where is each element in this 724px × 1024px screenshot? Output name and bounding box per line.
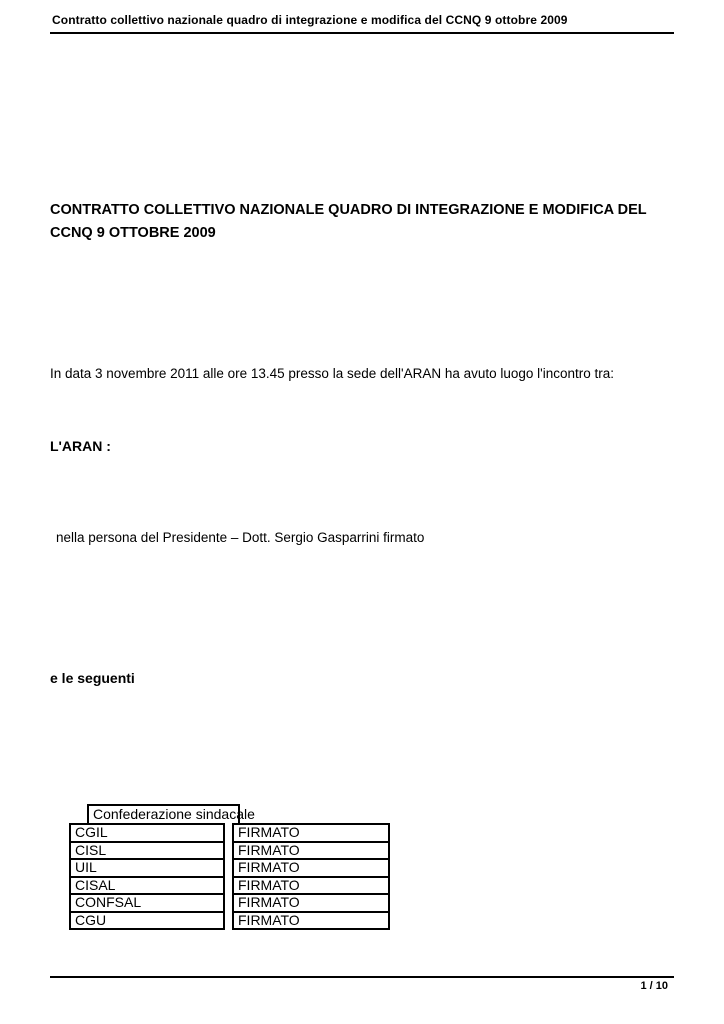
signature-status-cell: FIRMATO xyxy=(234,878,388,896)
signature-status-cell: FIRMATO xyxy=(234,860,388,878)
union-name-cell: CISL xyxy=(71,843,223,861)
intro-paragraph: In data 3 novembre 2011 alle ore 13.45 presso la sede dell'ARAN ha avuto luogo l'incontro tra: xyxy=(50,366,615,381)
signatures-table-union-column xyxy=(69,823,225,930)
signature-status-cell: FIRMATO xyxy=(234,825,388,843)
header-rule xyxy=(50,32,674,34)
signatures-table-status-column xyxy=(232,823,390,930)
aran-heading: L'ARAN : xyxy=(50,438,111,454)
union-name-cell: CGU xyxy=(75,912,107,928)
document-title xyxy=(50,199,647,245)
union-name-cell: CISAL xyxy=(71,878,223,896)
footer-rule xyxy=(50,976,674,978)
running-header: Contratto collettivo nazionale quadro di integrazione e modifica del CCNQ 9 ottobre 2009 xyxy=(52,13,568,27)
signature-status-cell: FIRMATO xyxy=(238,912,300,928)
unions-intro-line: e le seguenti xyxy=(50,670,135,686)
signature-status-cell: FIRMATO xyxy=(234,895,388,913)
document-title-line1: CONTRATTO COLLETTIVO NAZIONALE QUADRO DI INTEGRAZIONE E MODIFICA DEL xyxy=(50,202,647,218)
signature-status-cell: FIRMATO xyxy=(234,843,388,861)
union-name-cell: CGIL xyxy=(71,825,223,843)
aran-person-line: nella persona del Presidente – Dott. Sergio Gasparrini firmato xyxy=(56,530,425,545)
page-number: 1 / 10 xyxy=(640,980,668,992)
document-title-line2: CCNQ 9 OTTOBRE 2009 xyxy=(50,225,216,241)
union-name-cell: UIL xyxy=(71,860,223,878)
signatures-table-header-cell: Confederazione sindacale xyxy=(87,804,240,823)
union-name-cell: CONFSAL xyxy=(71,895,223,913)
